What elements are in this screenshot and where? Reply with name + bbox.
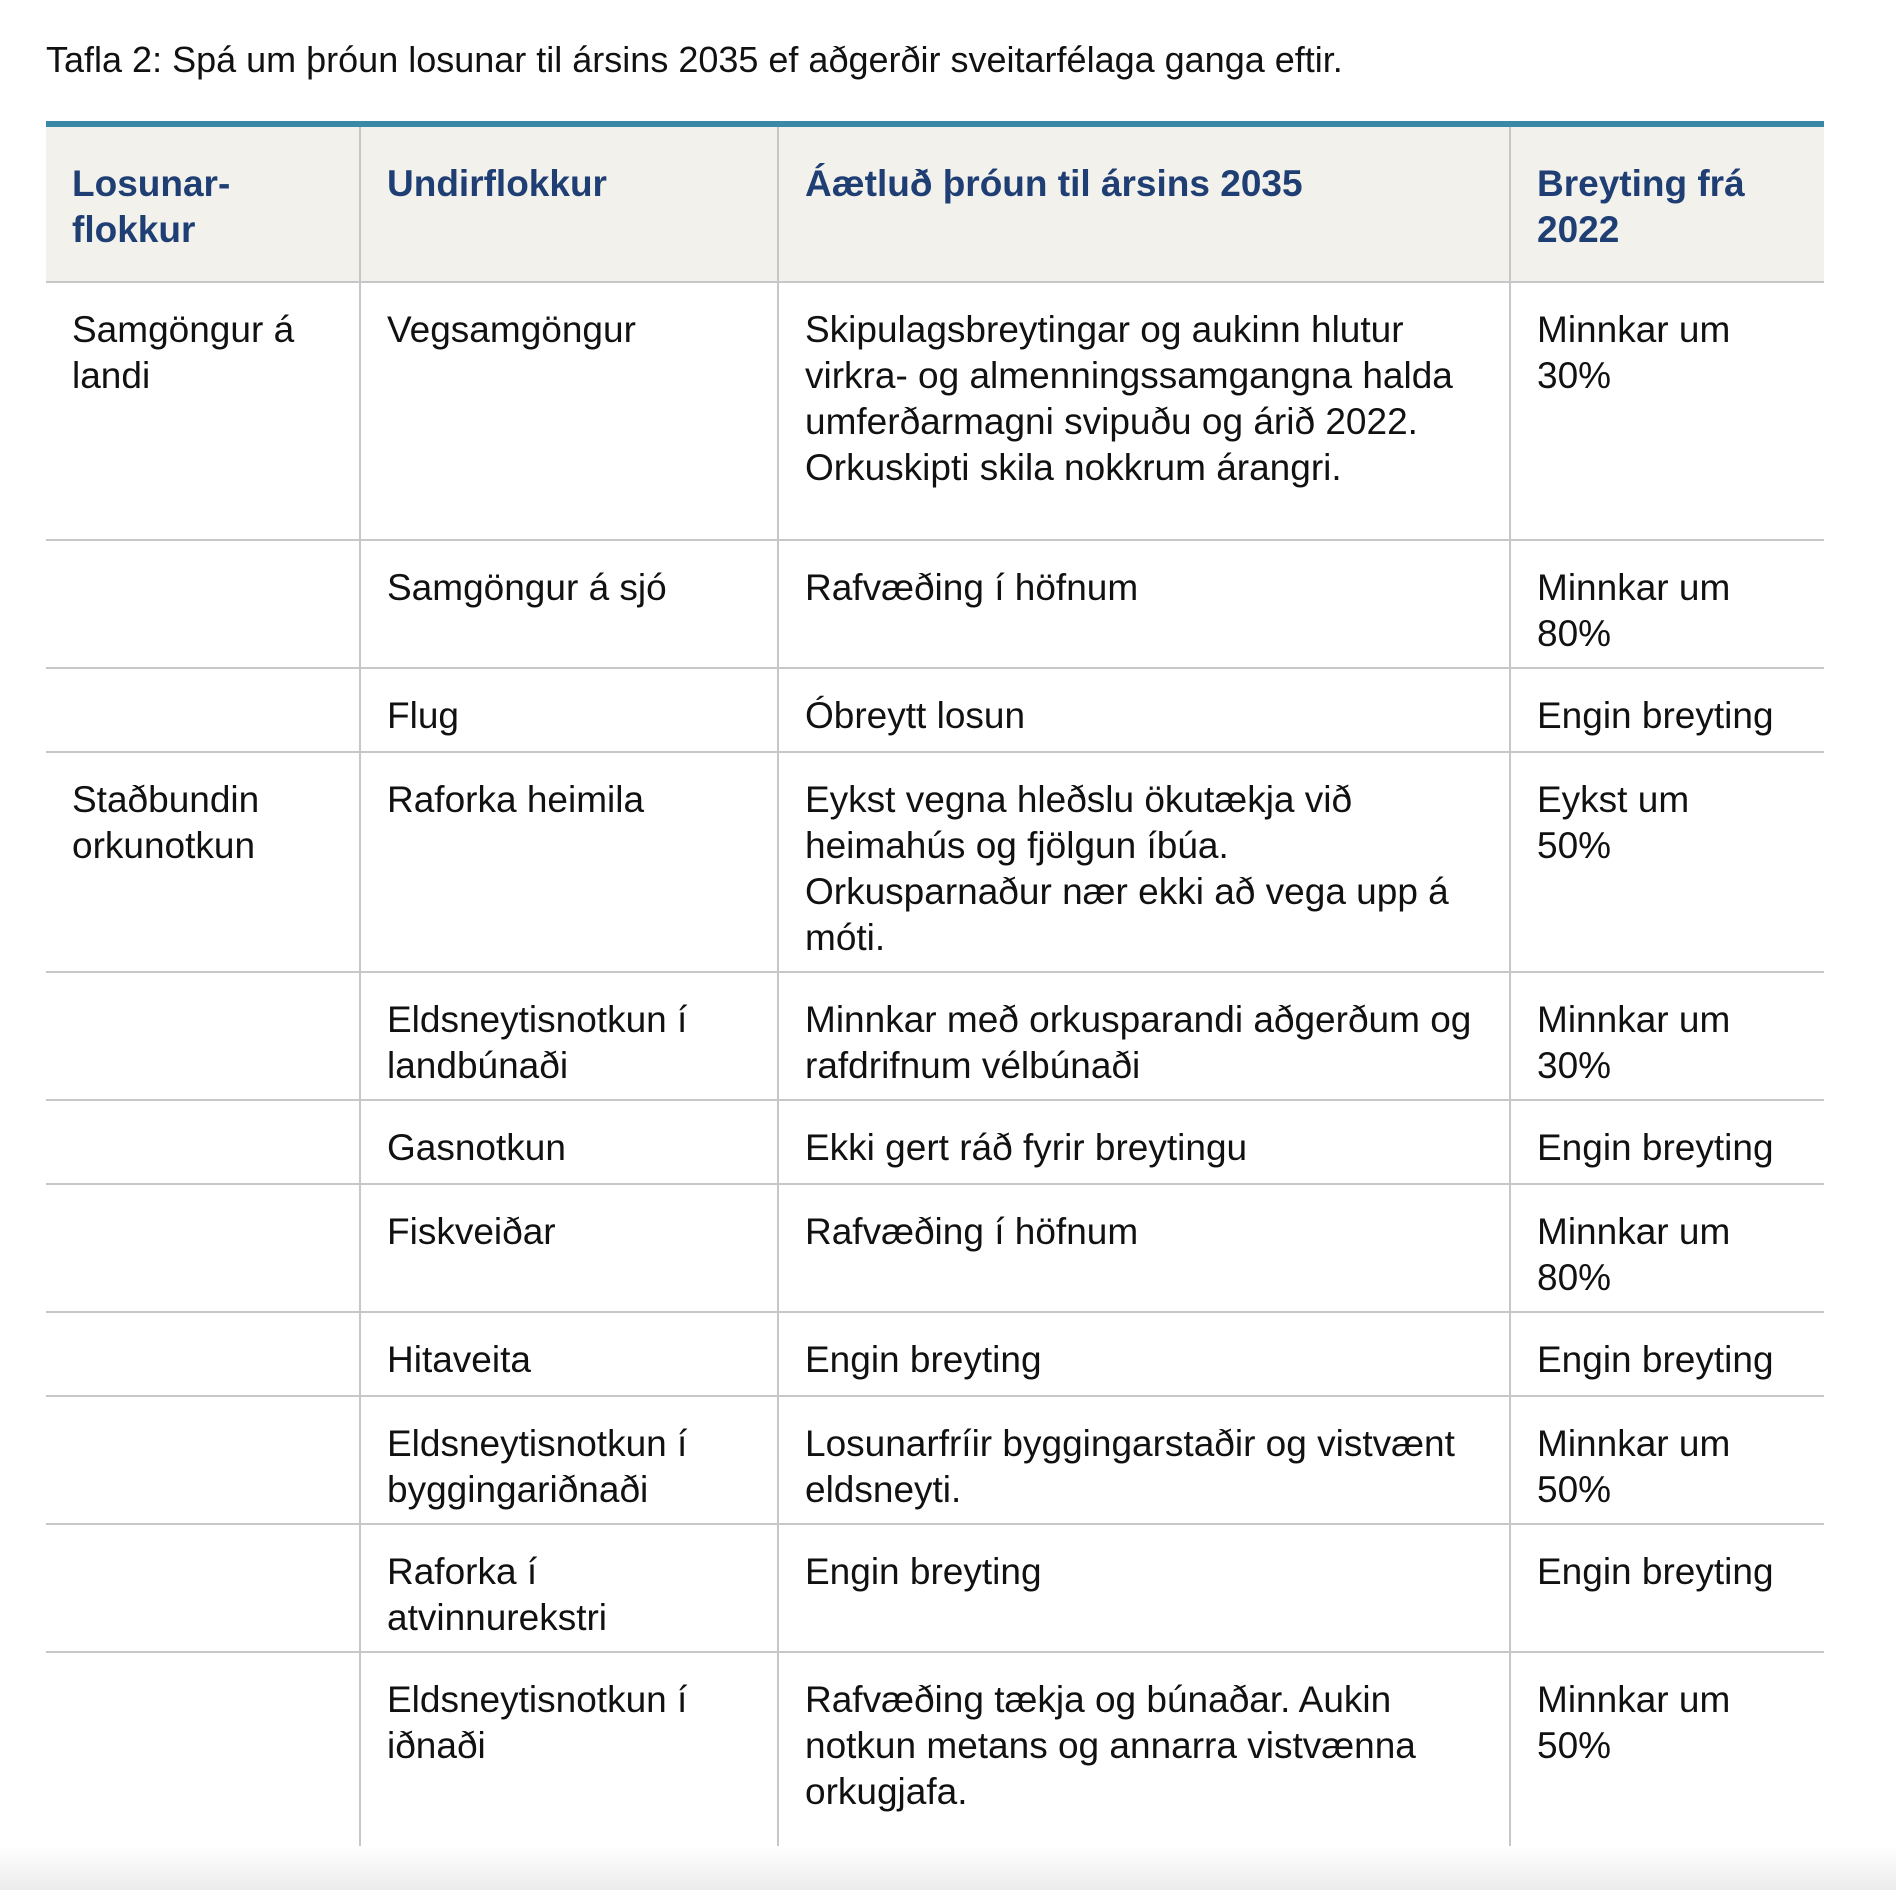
cell-subcategory: Vegsamgöngur [360,282,778,540]
cell-projection: Ekki gert ráð fyrir breytingu [778,1100,1510,1184]
cell-projection: Minnkar með orkusparandi aðgerðum og rafdrifnum vélbúnaði [778,972,1510,1100]
cell-subcategory: Eldsneytisnotkun í landbúnaði [360,972,778,1100]
header-category: Losunar- flokkur [46,124,360,282]
page-bottom-edge [0,1846,1896,1890]
cell-subcategory: Gasnotkun [360,1100,778,1184]
cell-category [46,1524,360,1652]
cell-projection: Rafvæðing tækja og búnaðar. Aukin notkun metans og annarra vistvænna orkugjafa. [778,1652,1510,1882]
cell-category [46,1312,360,1396]
cell-subcategory: Fiskveiðar [360,1184,778,1312]
cell-category: Staðbundin orkunotkun [46,752,360,972]
cell-change: Minnkar um 50% [1510,1652,1824,1882]
cell-subcategory: Raforka í atvinnurekstri [360,1524,778,1652]
cell-change: Engin breyting [1510,1100,1824,1184]
header-change: Breyting frá 2022 [1510,124,1824,282]
table-row [46,1524,1824,1652]
cell-category: Samgöngur á landi [46,282,360,540]
table-row [46,282,1824,540]
header-projection: Áætluð þróun til ársins 2035 [778,124,1510,282]
cell-subcategory: Eldsneytisnotkun í iðnaði [360,1652,778,1882]
cell-category [46,972,360,1100]
table-row [46,752,1824,972]
cell-change: Minnkar um 30% [1510,282,1824,540]
cell-change: Eykst um 50% [1510,752,1824,972]
cell-category [46,1100,360,1184]
table-row [46,1100,1824,1184]
table-caption: Tafla 2: Spá um þróun losunar til ársins 2035 ef aðgerðir sveitarfélaga ganga eftir. [46,39,1343,80]
cell-projection: Skipulagsbreytingar og aukinn hlutur virkra- og almenningssamgangna halda umferðarmagni svipuðu og árið 2022. Orkuskipti skila nokkrum árangri. [778,282,1510,540]
cell-projection: Engin breyting [778,1312,1510,1396]
header-subcategory: Undirflokkur [360,124,778,282]
cell-change: Minnkar um 80% [1510,1184,1824,1312]
table-row [46,972,1824,1100]
cell-subcategory: Samgöngur á sjó [360,540,778,668]
cell-subcategory: Flug [360,668,778,752]
table-row [46,540,1824,668]
cell-change: Engin breyting [1510,1312,1824,1396]
cell-projection: Losunarfríir byggingarstaðir og vistvænt eldsneyti. [778,1396,1510,1524]
cell-category [46,1184,360,1312]
cell-projection: Engin breyting [778,1524,1510,1652]
cell-change: Minnkar um 30% [1510,972,1824,1100]
cell-subcategory: Eldsneytisnotkun í byggingariðnaði [360,1396,778,1524]
table-row [46,1396,1824,1524]
emissions-projection-table [46,121,1824,1883]
table-row [46,1312,1824,1396]
cell-change: Minnkar um 50% [1510,1396,1824,1524]
cell-projection: Rafvæðing í höfnum [778,540,1510,668]
cell-projection: Óbreytt losun [778,668,1510,752]
cell-projection: Eykst vegna hleðslu ökutækja við heimahús og fjölgun íbúa. Orkusparnaður nær ekki að vega upp á móti. [778,752,1510,972]
cell-subcategory: Hitaveita [360,1312,778,1396]
table-row [46,1184,1824,1312]
cell-change: Engin breyting [1510,668,1824,752]
table-row [46,668,1824,752]
cell-category [46,668,360,752]
table-header-row [46,124,1824,282]
cell-category [46,540,360,668]
cell-category [46,1396,360,1524]
cell-change: Minnkar um 80% [1510,540,1824,668]
cell-change: Engin breyting [1510,1524,1824,1652]
cell-projection: Rafvæðing í höfnum [778,1184,1510,1312]
cell-subcategory: Raforka heimila [360,752,778,972]
